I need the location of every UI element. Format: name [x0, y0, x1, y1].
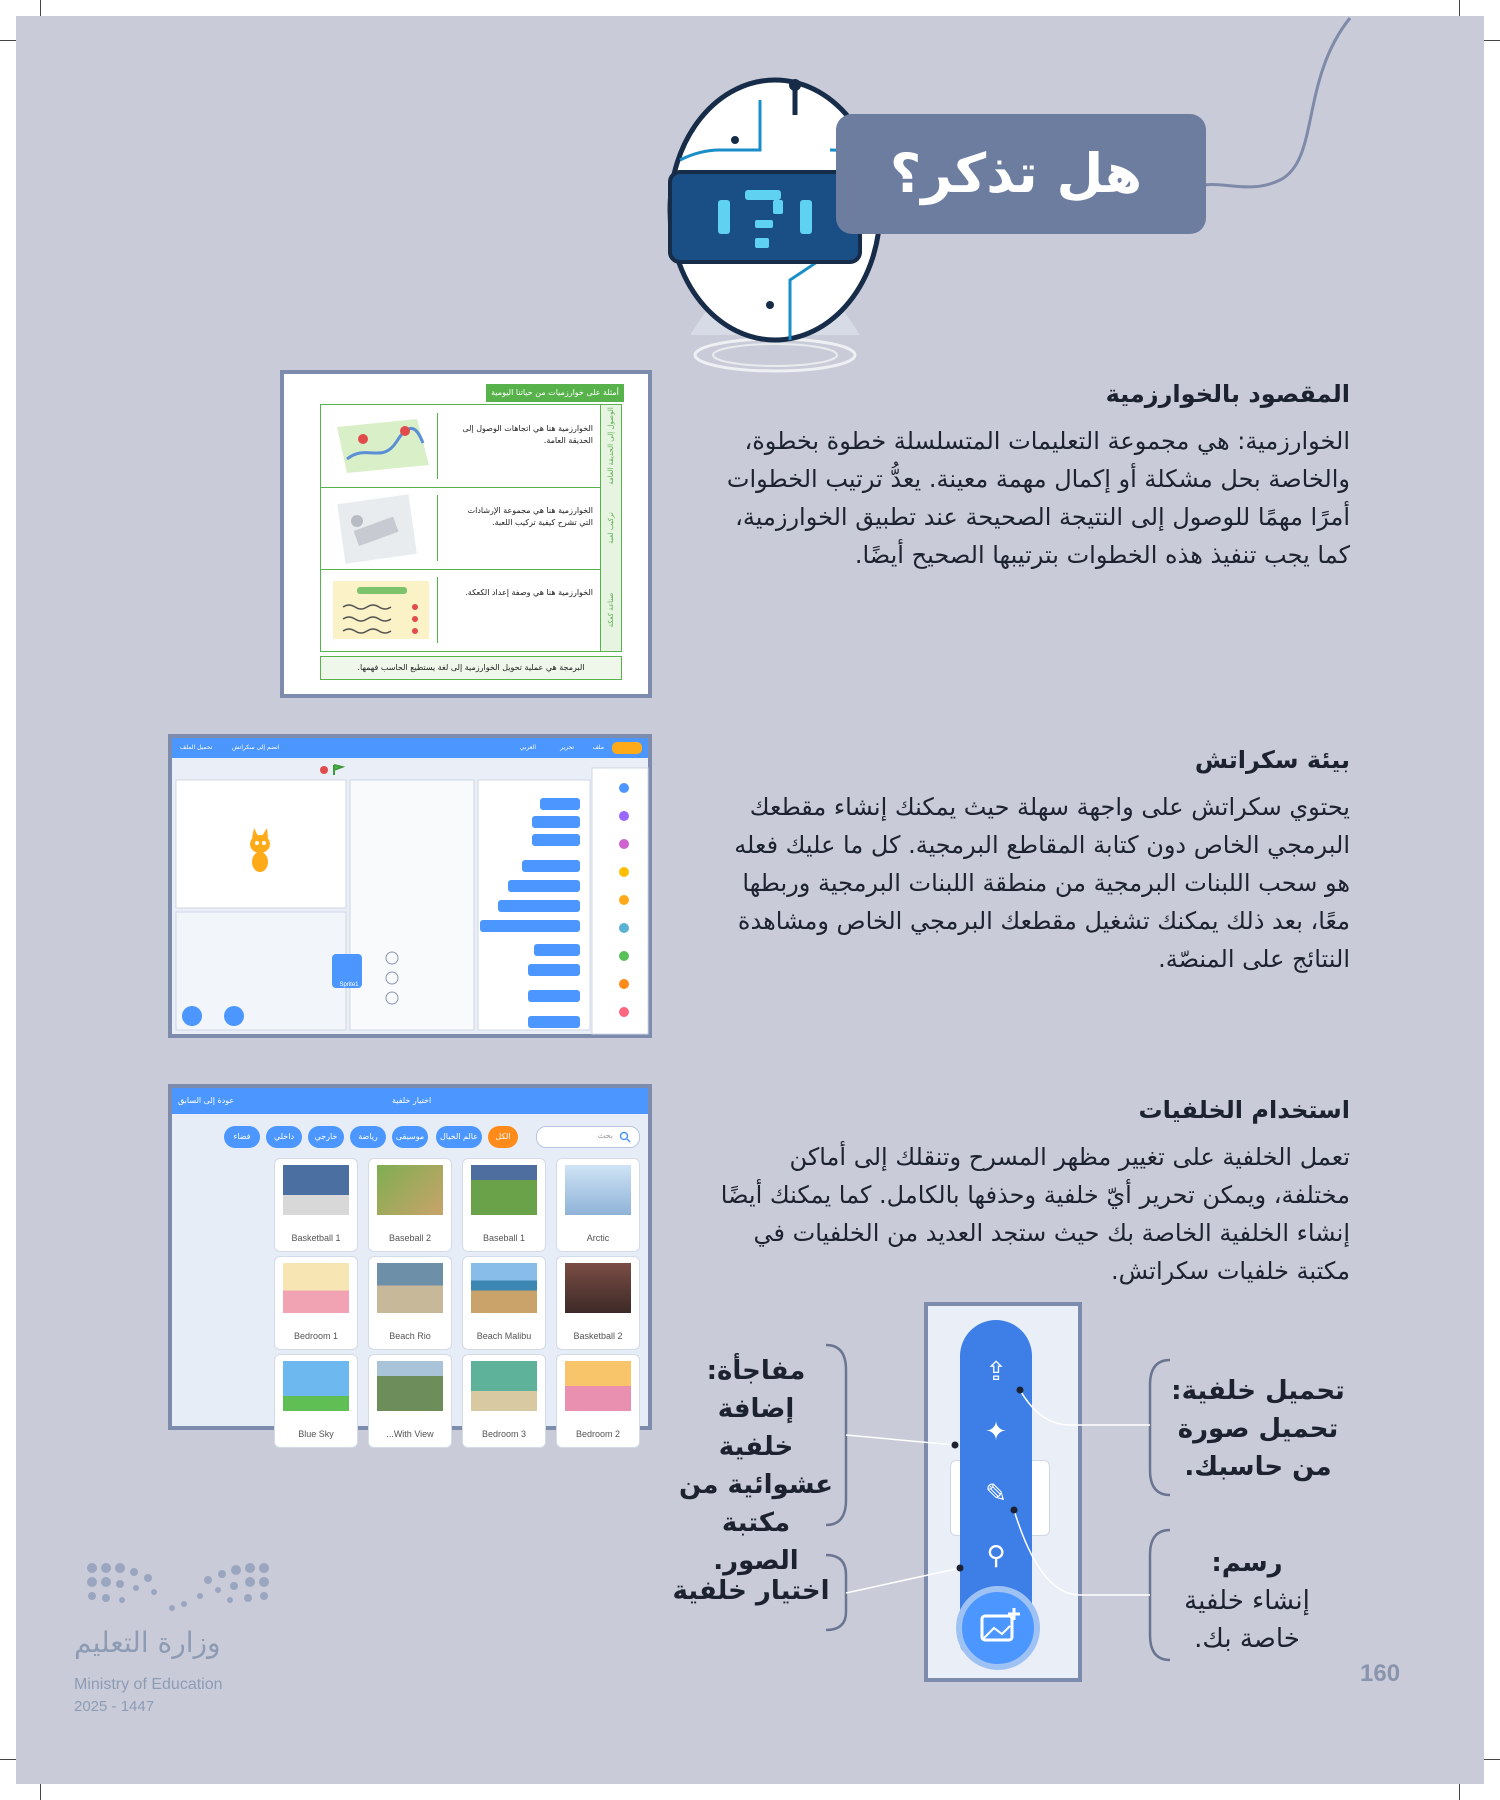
library-back-link[interactable]: عودة إلى السابق	[178, 1096, 235, 1105]
ministry-name-ar: وزارة التعليم	[74, 1626, 221, 1659]
section-heading-backdrops: استخدام الخلفيات	[1138, 1096, 1350, 1124]
backdrop-name: Bedroom 3	[481, 1429, 527, 1439]
backdrop-name: Baseball 1	[482, 1233, 526, 1243]
algorithm-row-text: الخوارزمية هنا هي وصفة إعداد الكعكة.	[465, 588, 593, 597]
ministry-year: 2025 - 1447	[74, 1698, 155, 1715]
category-fantasy[interactable]: عالم الخيال	[436, 1126, 482, 1148]
callout-paint	[1172, 1544, 1322, 1658]
algorithm-card-tab: أمثلة على خوارزميات من حياتنا اليومية	[486, 384, 624, 402]
ministry-logo-dots	[84, 1560, 274, 1620]
callout-surprise-desc: إضافة خلفية عشوائية من مكتبة الصور.	[678, 1394, 834, 1576]
backdrop-name: Baseball 2	[388, 1233, 432, 1243]
surprise-icon[interactable]: ✦	[985, 1417, 1007, 1447]
search-icon[interactable]: ⚲	[986, 1541, 1006, 1571]
backdrop-name: ...With View	[386, 1429, 434, 1439]
section-body-backdrops: تعمل الخلفية على تغيير مظهر المسرح وتنقلك إلى أماكن مختلفة، ويمكن تحرير أيّ خلفية وحذفها بالكامل. كما يمكنك أيضًا إنشاء الخلفية الخاصة بك حيث ستجد العديد من الخلفيات في مكتبة خلفيات سكراتش.	[720, 1143, 1350, 1285]
backdrop-name: Bedroom 1	[293, 1331, 339, 1341]
upload-icon[interactable]: ⇪	[985, 1357, 1007, 1387]
callout-surprise-title: مفاجأة:	[706, 1356, 806, 1386]
scratch-menu-item[interactable]: ملف	[592, 744, 604, 751]
scratch-share-link[interactable]: انضم إلى سكراتش	[232, 744, 280, 751]
callout-upload	[1168, 1372, 1348, 1486]
paint-brush-icon[interactable]: ✎	[985, 1479, 1007, 1509]
category-space[interactable]: فضاء	[224, 1126, 260, 1148]
algorithm-row-text: الخوارزمية هنا هي مجموعة الإرشادات التي تشرح كيفية تركيب اللعبة.	[467, 506, 593, 527]
category-outdoors[interactable]: خارجي	[308, 1126, 344, 1148]
category-music[interactable]: موسيقى	[392, 1126, 428, 1148]
page-title: هل تذكر؟	[889, 142, 1143, 205]
section-body-scratch: يحتوي سكراتش على واجهة سهلة حيث يمكنك إنشاء مقطعك البرمجي الخاص دون كتابة المقاطع البرمجية. كل ما عليك فعله هو سحب اللبنات البرمجية من منطقة اللبنات البرمجية وربطها معًا، بعد ذلك يمكنك تشغيل مقطعك البرمجي الخاص ومشاهدة النتائج على المنصّة.	[734, 793, 1350, 973]
page-number: 160	[1360, 1660, 1401, 1687]
callout-upload-title: تحميل خلفية:	[1171, 1376, 1345, 1406]
section-heading-algorithm: المقصود بالخوارزمية	[1105, 380, 1350, 408]
search-placeholder: بحث	[597, 1131, 613, 1140]
algorithm-row-side: تركيب لعبة	[607, 512, 615, 544]
sprite-thumbnail-label[interactable]: Sprite1	[339, 982, 359, 988]
backdrop-name: Blue Sky	[298, 1429, 334, 1439]
backdrop-name: Basketball 2	[573, 1331, 623, 1341]
algorithm-card-footer: البرمجة هي عملية تحويل الخوارزمية إلى لغة يستطيع الحاسب فهمها.	[320, 656, 622, 680]
library-title: اختيار خلفية	[392, 1096, 432, 1105]
backdrop-name: Basketball 1	[291, 1233, 341, 1243]
category-sports[interactable]: رياضة	[350, 1126, 386, 1148]
algorithm-row-side: صناعة كعكة	[607, 592, 615, 628]
callout-choose: اختيار خلفية	[672, 1576, 830, 1606]
callout-upload-desc: تحميل صورة من حاسبك.	[1177, 1414, 1339, 1482]
backdrop-name: Arctic	[586, 1233, 610, 1243]
algorithm-row-text: الخوارزمية هنا هي اتجاهات الوصول إلى الحديقة العامة.	[462, 424, 593, 445]
section-heading-scratch: بيئة سكراتش	[1194, 746, 1350, 774]
scratch-menu-item[interactable]: تحرير	[560, 744, 574, 751]
category-all[interactable]: الكل	[488, 1126, 518, 1148]
section-body-algorithm: الخوارزمية: هي مجموعة التعليمات المتسلسلة خطوة بخطوة، والخاصة بحل مشكلة أو إكمال مهمة معينة. يعدُّ ترتيب الخطوات أمرًا مهمًا للوصول إلى النتيجة الصحيحة عند تطبيق الخوارزمية، كما يجب تنفيذ هذه الخطوات بترتيبها الصحيح أيضًا.	[726, 427, 1350, 569]
scratch-project-link[interactable]: تحميل الملف	[180, 744, 213, 751]
callout-paint-desc: إنشاء خلفية خاصة بك.	[1184, 1586, 1310, 1654]
callout-surprise	[676, 1352, 836, 1580]
ministry-name-en: Ministry of Education	[74, 1676, 223, 1693]
algorithm-row-side: الوصول إلى الحديقة العامة	[607, 407, 615, 485]
backdrop-name: Beach Malibu	[476, 1331, 532, 1341]
backdrop-name: Beach Rio	[389, 1331, 431, 1341]
backdrop-name: Bedroom 2	[575, 1429, 621, 1439]
callout-paint-title: رسم:	[1211, 1548, 1283, 1578]
category-indoors[interactable]: داخلي	[266, 1126, 302, 1148]
scratch-menu-item[interactable]: العربي	[519, 744, 536, 751]
